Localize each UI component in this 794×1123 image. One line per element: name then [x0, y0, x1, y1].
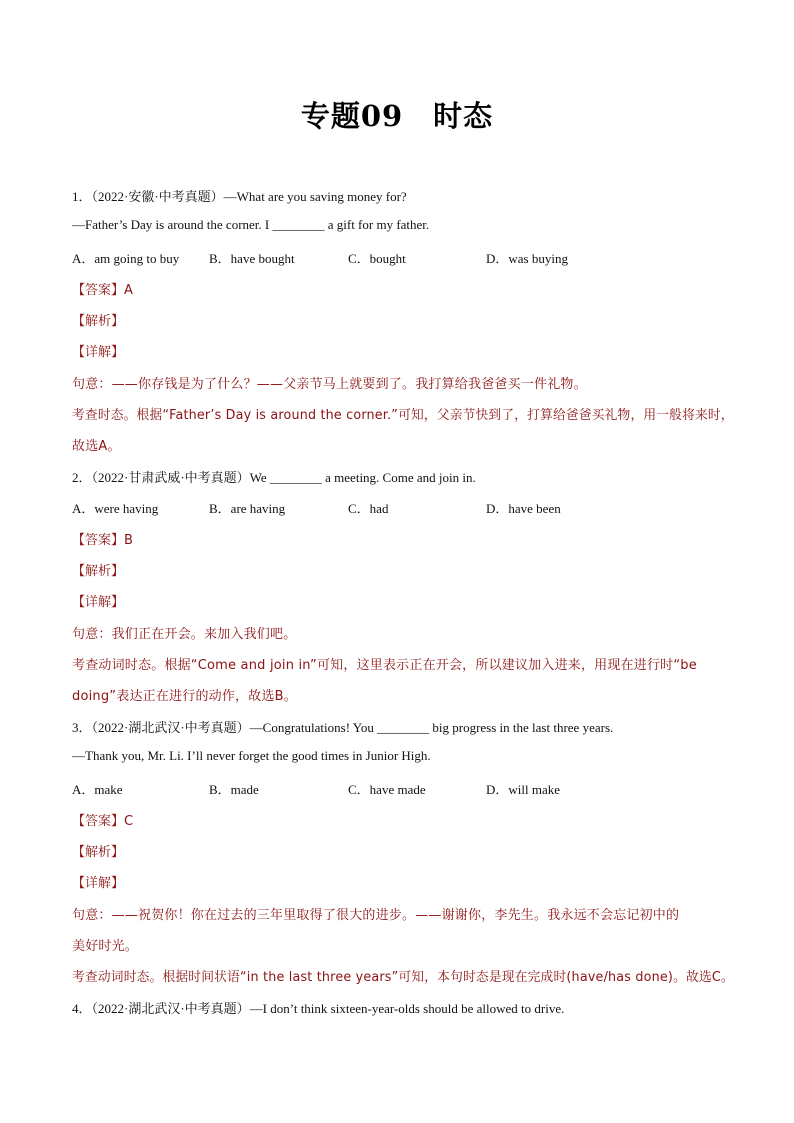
question-3-option-b: B．made — [209, 782, 259, 797]
question-3-translation-end: 美好时光。 — [72, 939, 139, 954]
question-1-stem: 1．（2022·安徽·中考真题）—What are you saving money for? — [72, 189, 407, 204]
question-2-detail-label: 【详解】 — [72, 595, 125, 610]
question-1-option-b: B．have bought — [209, 251, 295, 266]
question-2-translation: 句意：我们正在开会。来加入我们吧。 — [72, 627, 297, 642]
question-3-dialogue: —Thank you, Mr. Li. I’ll never forget the good times in Junior High. — [72, 748, 431, 763]
question-3-answer: 【答案】C — [72, 814, 134, 829]
question-1-analysis-label: 【解析】 — [72, 314, 125, 329]
question-3-detail-label: 【详解】 — [72, 876, 125, 891]
question-1-translation: 句意：——你存钱是为了什么？——父亲节马上就要到了。我打算给我爸爸买一件礼物。 — [72, 377, 587, 392]
question-1-option-a: A．am going to buy — [72, 251, 180, 266]
question-1-answer: 【答案】A — [72, 283, 133, 298]
question-3-option-c: C．have made — [348, 782, 426, 797]
question-1-explanation: 考查时态。根据“Father’s Day is around the corner.”可知，父亲节快到了，打算给爸爸买礼物，用一般将来时， — [72, 408, 734, 423]
question-2-option-a: A．were having — [72, 501, 159, 516]
question-1-option-c: C．bought — [348, 251, 406, 266]
question-2-stem: 2．（2022·甘肃武威·中考真题）We ________ a meeting. Come and join in. — [72, 470, 476, 485]
question-2-option-d: D．have been — [486, 501, 561, 516]
question-1-explanation-end: 故选A。 — [72, 439, 121, 454]
question-2-option-c: C．had — [348, 501, 389, 516]
question-2-option-b: B．are having — [209, 501, 286, 516]
question-3-explanation: 考查动词时态。根据时间状语“in the last three years”可知，本句时态是现在完成时(have/has done)。故选C。 — [72, 970, 734, 985]
question-2-explanation-end: doing”表达正在进行的动作，故选B。 — [72, 689, 297, 704]
question-3-analysis-label: 【解析】 — [72, 845, 125, 860]
question-4-stem: 4．（2022·湖北武汉·中考真题）—I don’t think sixteen-year-olds should be allowed to drive. — [72, 1001, 565, 1016]
question-3-translation: 句意：——祝贺你！你在过去的三年里取得了很大的进步。——谢谢你，李先生。我永远不会忘记初中的 — [72, 908, 680, 923]
question-2-analysis-label: 【解析】 — [72, 564, 125, 579]
page-title: 专题09 时态 — [300, 99, 494, 133]
question-1-detail-label: 【详解】 — [72, 345, 125, 360]
question-2-answer: 【答案】B — [72, 533, 133, 548]
question-3-stem: 3．（2022·湖北武汉·中考真题）—Congratulations! You ________ big progress in the last three years. — [72, 720, 614, 735]
question-3-option-a: A．make — [72, 782, 123, 797]
question-1-option-d: D．was buying — [486, 251, 568, 266]
question-3-option-d: D．will make — [486, 782, 561, 797]
question-1-dialogue: —Father’s Day is around the corner. I ________ a gift for my father. — [72, 217, 430, 232]
question-2-explanation: 考查动词时态。根据“Come and join in”可知，这里表示正在开会，所以建议加入进来，用现在进行时“be — [72, 658, 697, 673]
